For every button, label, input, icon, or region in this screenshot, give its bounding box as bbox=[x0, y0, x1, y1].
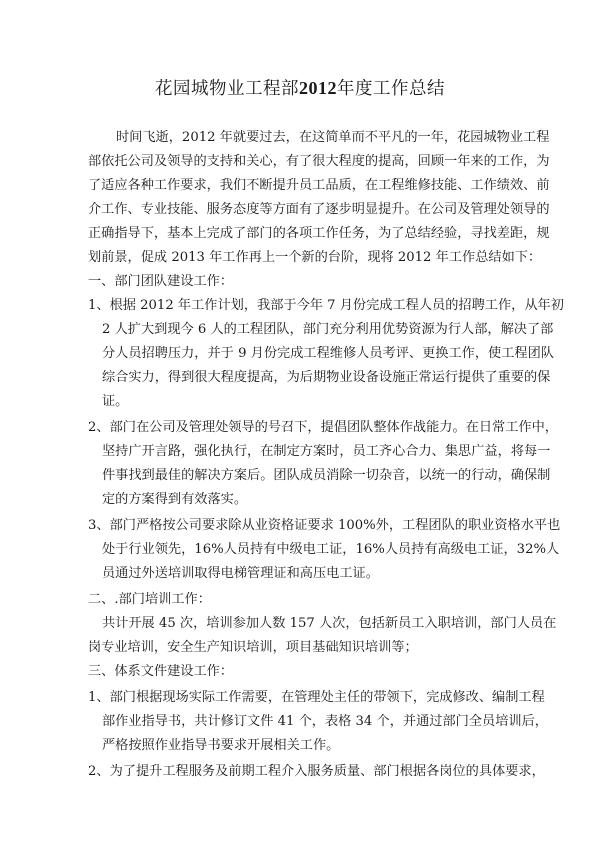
list-item-line: 3、部门严格按公司要求除从业资格证要求 100%外，工程团队的职业资格水平也 bbox=[88, 518, 561, 533]
list-item-line: 证。 bbox=[102, 394, 129, 409]
paragraph-line: 划前景，促成 2013 年工作再上一个新的台阶，现将 2012 年工作总结如下： bbox=[88, 250, 542, 265]
list-item-line: 综合实力，得到很大程度提高，为后期物业设备设施正常运行提供了重要的保 bbox=[102, 370, 551, 385]
section-heading: 三、体系文件建设工作： bbox=[88, 664, 234, 679]
paragraph-line: 了适应各种工作要求，我们不断提升员工品质，在工程维修技能、工作绩效、前 bbox=[88, 178, 550, 193]
list-item-line: 1、部门根据现场实际工作需要，在管理处主任的带领下，完成修改、编制工程 bbox=[88, 690, 545, 705]
list-item-line: 员通过外送培训取得电梯管理证和高压电工证。 bbox=[102, 566, 379, 581]
list-item-line: 定的方案得到有效落实。 bbox=[102, 492, 248, 507]
section-heading: 二、.部门培训工作： bbox=[88, 592, 211, 607]
paragraph-line: 部依托公司及领导的支持和关心，有了很大程度的提高，回顾一年来的工作，为 bbox=[88, 154, 550, 169]
list-item-line: 2 人扩大到现今 6 人的工程团队，部门充分利用优势资源为行人部，解决了部 bbox=[102, 322, 554, 337]
paragraph-line: 介工作、专业技能、服务态度等方面有了逐步明显提升。在公司及管理处领导的 bbox=[88, 202, 550, 217]
title-suffix: 年度工作总结 bbox=[337, 79, 445, 99]
paragraph-line: 共计开展 45 次，培训参加人数 157 人次，包括新员工入职培训，部门人员在 bbox=[102, 616, 557, 631]
list-item-line: 处于行业领先，16%人员持有中级电工证，16%人员持有高级电工证，32%人 bbox=[102, 542, 560, 557]
list-item-line: 2、为了提升工程服务及前期工程介入服务质量、部门根据各岗位的具体要求， bbox=[88, 764, 545, 779]
list-item-line: 件事找到最佳的解决方案后。团队成员消除一切杂音，以统一的行动，确保制 bbox=[102, 468, 551, 483]
list-item-line: 严格按照作业指导书要求开展相关工作。 bbox=[102, 738, 340, 753]
list-item-line: 2、部门在公司及管理处领导的号召下，提倡团队整体作战能力。在日常工作中， bbox=[88, 420, 558, 435]
list-item-line: 坚持广开言路，强化执行，在制定方案时，员工齐心合力、集思广益，将每一 bbox=[102, 444, 551, 459]
list-item-line: 部作业指导书，共计修订文件 41 个，表格 34 个，并通过部门全员培训后， bbox=[102, 714, 548, 729]
title-prefix: 花园城物业工程部 bbox=[155, 79, 299, 99]
section-heading: 一、部门团队建设工作： bbox=[88, 274, 234, 289]
list-item-line: 分人员招聘压力，并于 9 月份完成工程维修人员考评、更换工作，使工程团队 bbox=[102, 346, 554, 361]
paragraph-line: 时间飞逝，2012 年就要过去，在这简单而不平凡的一年，花园城物业工程 bbox=[116, 130, 550, 145]
paragraph-line: 正确指导下，基本上完成了部门的各项工作任务，为了总结经验，寻找差距，规 bbox=[88, 226, 550, 241]
title-year: 2012 bbox=[299, 78, 337, 98]
list-item-line: 1、根据 2012 年工作计划，我部于今年 7 月份完成工程人员的招聘工作，从年初 bbox=[88, 298, 564, 313]
paragraph-line: 岗专业培训，安全生产知识培训，项目基础知识培训等； bbox=[88, 640, 418, 655]
document-title bbox=[0, 76, 600, 101]
